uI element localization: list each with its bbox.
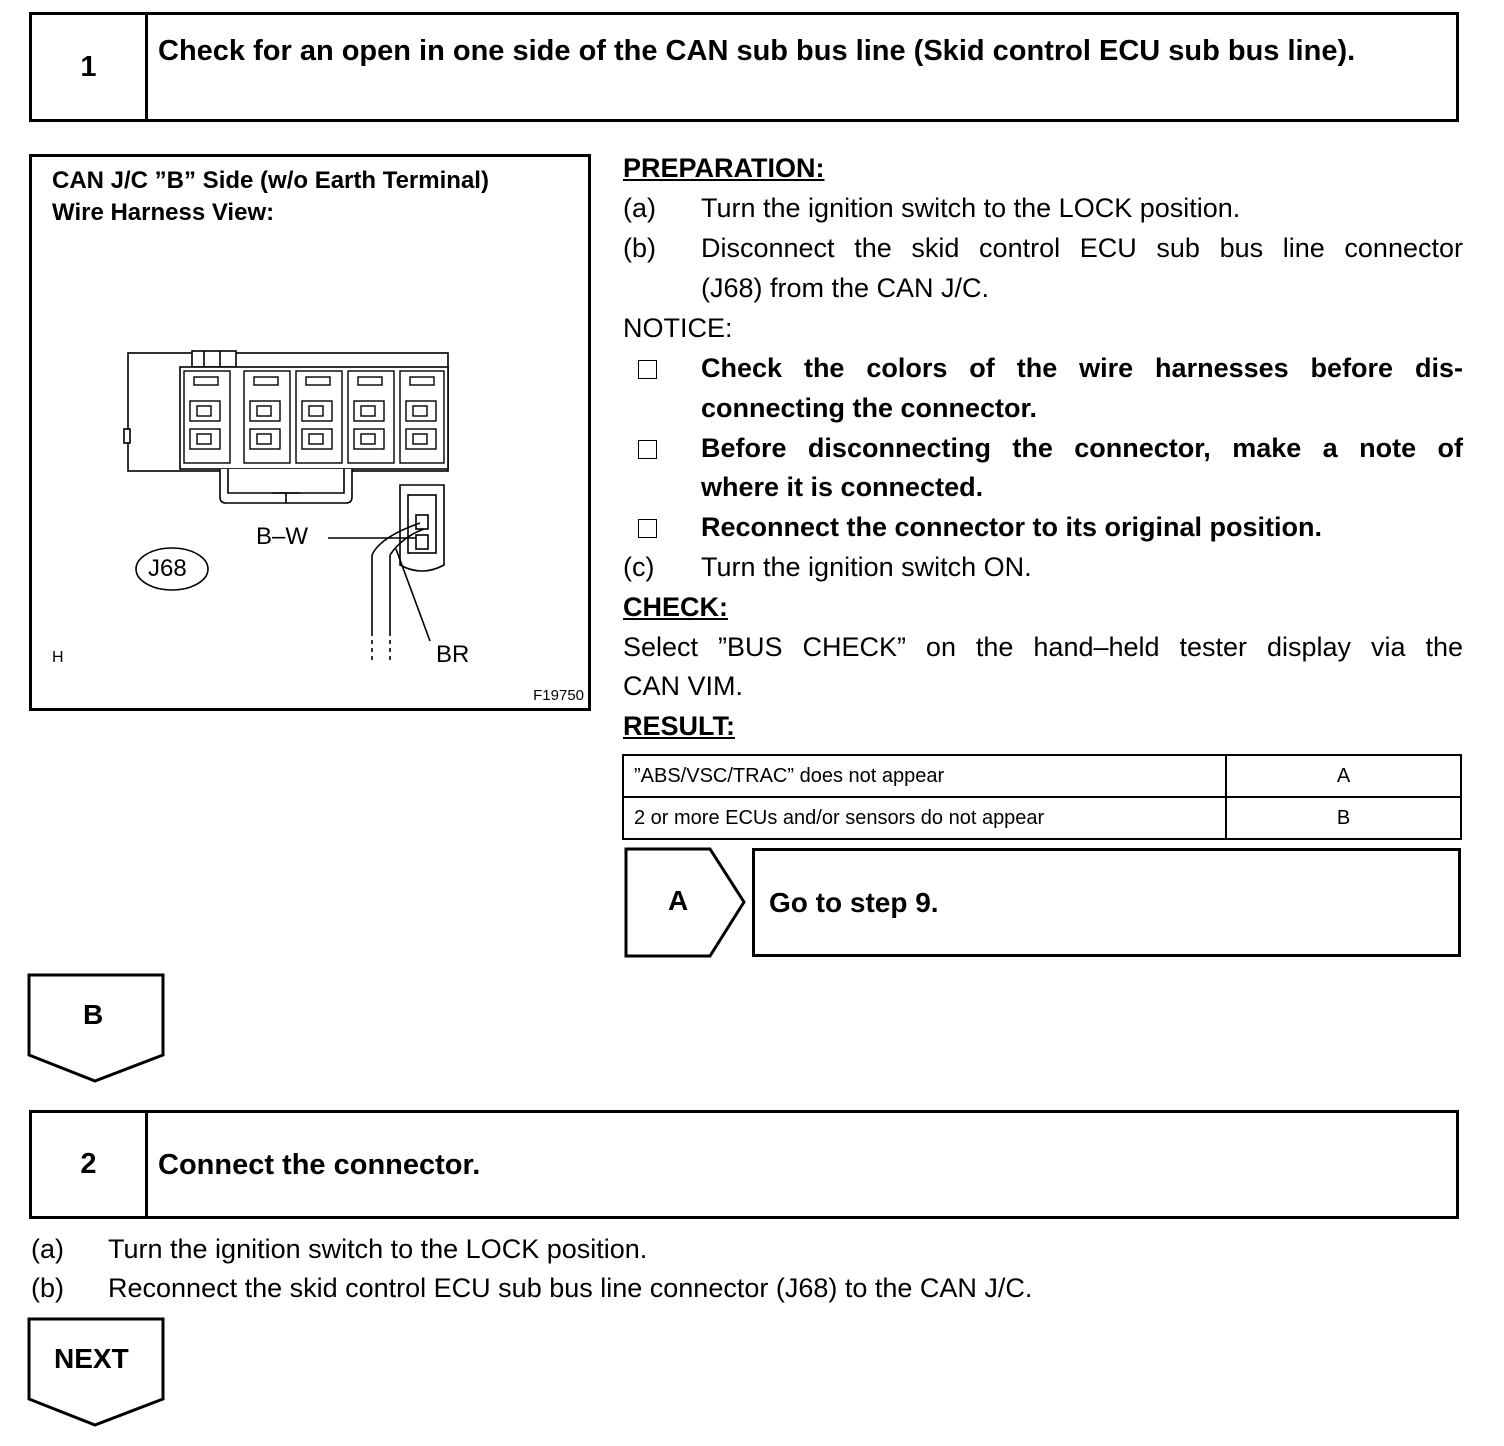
check-line-1: Select ”BUS CHECK” on the hand–held tester display via the	[623, 632, 1463, 662]
step-2-b-text: Reconnect the skid control ECU sub bus line connector (J68) to the CAN J/C.	[108, 1273, 1033, 1303]
label-j68: J68	[148, 555, 187, 582]
notice-3-line-1: Reconnect the connector to its original position.	[701, 512, 1323, 542]
connector-figure	[29, 154, 591, 711]
step-2-a-label: (a)	[31, 1234, 64, 1264]
step-1-number: 1	[32, 15, 148, 119]
step-2-a-text: Turn the ignition switch to the LOCK position.	[108, 1234, 648, 1264]
prep-b-text-2: (J68) from the CAN J/C.	[701, 273, 990, 303]
step-2-title: Connect the connector.	[158, 1149, 481, 1181]
prep-a-text: Turn the ignition switch to the LOCK position.	[701, 193, 1241, 223]
connector-diagram	[32, 157, 588, 708]
table-row	[623, 797, 1461, 839]
result-heading: RESULT:	[623, 711, 735, 741]
notice-2-line-2: where it is connected.	[701, 472, 984, 502]
prep-b-text-1: Disconnect the skid control ECU sub bus line connector	[701, 233, 1463, 263]
notice-2-line-1: Before disconnecting the connector, make a note of	[701, 433, 1463, 463]
label-bw: B–W	[256, 523, 309, 550]
prep-c-label: (c)	[623, 552, 655, 582]
connector-latch	[192, 351, 236, 367]
label-h: H	[52, 649, 64, 666]
figure-title-line-2: Wire Harness View:	[52, 199, 275, 226]
next-label: NEXT	[54, 1343, 129, 1374]
check-line-2: CAN VIM.	[623, 671, 744, 701]
result-code: A	[1226, 755, 1461, 797]
notice-1-line-2: connecting the connector.	[701, 393, 1038, 423]
table-row	[623, 755, 1461, 797]
result-condition: 2 or more ECUs and/or sensors do not appear	[623, 797, 1226, 839]
branch-a-tag: A	[668, 885, 689, 916]
notice-bullet-3	[638, 519, 657, 538]
result-code: B	[1226, 797, 1461, 839]
step-2-header	[29, 1110, 1459, 1219]
result-condition: ”ABS/VSC/TRAC” does not appear	[623, 755, 1226, 797]
figure-title-line-1: CAN J/C ”B” Side (w/o Earth Terminal)	[52, 167, 489, 194]
step-2-b-label: (b)	[31, 1273, 64, 1303]
step-2-number: 2	[32, 1113, 148, 1216]
label-br: BR	[436, 641, 470, 668]
branch-a-text: Go to step 9.	[769, 886, 939, 918]
step-1-title: Check for an open in one side of the CAN sub bus line (Skid control ECU sub bus line).	[158, 35, 1356, 67]
notice-heading: NOTICE:	[623, 313, 733, 343]
step-1-header	[29, 12, 1459, 122]
notice-bullet-2	[638, 440, 657, 459]
preparation-heading: PREPARATION:	[623, 153, 825, 183]
notice-1-line-1: Check the colors of the wire harnesses before dis-	[701, 353, 1463, 383]
prep-c-text: Turn the ignition switch ON.	[701, 552, 1032, 582]
connector-cavities	[184, 371, 444, 463]
notice-bullet-1	[638, 360, 657, 379]
branch-b-tag: B	[83, 999, 104, 1030]
check-heading: CHECK:	[623, 592, 728, 622]
result-table	[622, 754, 1462, 840]
branch-a-result	[752, 848, 1461, 957]
prep-b-label: (b)	[623, 233, 656, 263]
prep-a-label: (a)	[623, 193, 656, 223]
figure-code: F19750	[533, 687, 584, 704]
